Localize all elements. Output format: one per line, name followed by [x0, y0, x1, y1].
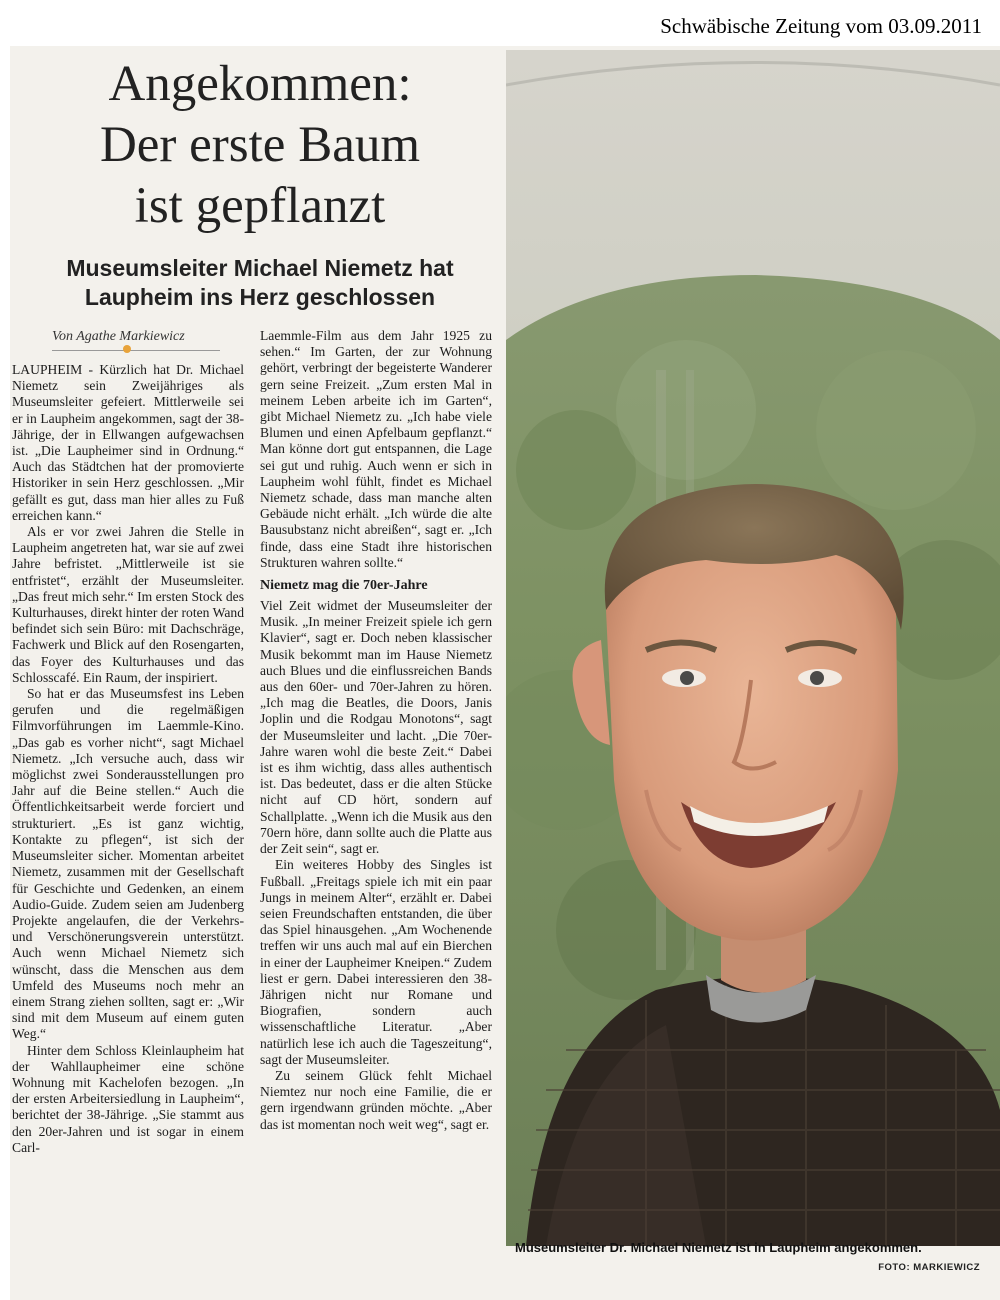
section-subheading: Niemetz mag die 70er-Jahre [260, 578, 428, 594]
portrait-illustration [506, 50, 1000, 1246]
paragraph: Laemmle-Film aus dem Jahr 1925 zu sehen.“ Im Garten, der zur Wohnung gehört, verbringt der begeisterte Wanderer gern seine Freizeit. „Zum ersten Mal in meinem Leben arbeite ich im Garten“, gibt Michael Niemetz zu. „Ich habe viele Blumen und einen Apfelbaum gepflanzt.“ Man könne dort gut entspannen, die Lage sei gut und ruhig. Auch wenn er sich in Laupheim wohl fühlt, findet es Michael Niemetz schade, dass man manche alten Gebäude nicht erhält. „Ich würde die alte Bausubstanz nicht abreißen“, sagt er. „Ich finde, dass eine Stadt ihre historischen Strukturen wahren sollte.“ [260, 328, 492, 570]
headline-line: Angekommen: [108, 56, 412, 112]
subheadline [10, 254, 510, 312]
paragraph: Hinter dem Schloss Kleinlaupheim hat der Wahllaupheimer eine schöne Wohnung mit Kachelofen bezogen. „In der ersten Arbeitersiedlung in Laupheim“, berichtet der 38-Jährige. „Sie stammt aus den 20er-Jahren und ist sogar in einem Carl- [12, 1042, 244, 1155]
byline-divider [52, 350, 220, 351]
paragraph: Als er vor zwei Jahren die Stelle in Laupheim angetreten hat, war sie auf zwei Jahre befristet. „Mittlerweile ist sie entfristet“, erzählt der Museumsleiter. „Das freut mich sehr.“ Im ersten Stock des Kulturhauses, direkt hinter der roten Wand befindet sich sein Büro: mit Dachschräge, Fachwerk und Blick auf den Rosengarten, das Foyer des Kulturhauses und das Schlosscafé. Ein Raum, der inspiriert. [12, 524, 244, 685]
headline [10, 54, 510, 237]
paragraph: Zu seinem Glück fehlt Michael Niemtez nur noch eine Familie, die er gern irgendwann gründen möchte. „Aber das ist momentan noch weit weg“, sagt er. [260, 1067, 492, 1132]
paragraph: Viel Zeit widmet der Museumsleiter der Musik. „In meiner Freizeit spiele ich gern Klavier“, sagt er. Doch neben klassischer Musik bekommt man im Hause Niemetz auch Blues und die einflussreichen Bands aus den 60er- und 70er-Jahren zu hören. „Ich mag die Beatles, die Doors, Janis Joplin und die Rodgau Monotons“, sagt der Museumsleiter und lacht. „Die 70er-Jahre waren wohl die beste Zeit.“ Dabei ist es ihm wichtig, dass alles authentisch ist. Das bedeutet, dass er die alten Stücke nicht auf CD hört, sondern auf Schallplatte. „Wenn ich die Musik aus den 70ern höre, dann sollte auch die Platte aus der Zeit sein“, sagt er. [260, 598, 492, 857]
source-label: Schwäbische Zeitung vom 03.09.2011 [660, 14, 982, 38]
paragraph: LAUPHEIM - Kürzlich hat Dr. Michael Niemetz sein Zweijähriges als Museumsleiter gefeiert. Mittlerweile sei er in Laupheim angekommen, sagt der 38-Jährige, der in Ellwangen aufgewachsen ist. „Die Laupheimer sind in Ordnung.“ Auch das Städtchen hat der promovierte Historiker in sein Herz geschlossen. „Mir gefällt es gut, dass man hier alles zu Fuß erreichen kann.“ [12, 362, 244, 523]
headline-line: Der erste Baum [99, 117, 421, 173]
newspaper-clipping [10, 46, 1000, 1300]
article-column-1 [12, 362, 244, 1156]
paragraph: So hat er das Museumsfest ins Leben gerufen und die regelmäßigen Filmvorführungen im Laemmle-Kino. „Das gab es vorher nicht“, sagt Michael Niemetz. „Ich versuche auch, dass wir möglichst zwei Sonderausstellungen pro Jahr auf die Beine stellen.“ Auch die Öffentlichkeitsarbeit werde forciert und strukturiert. „Es ist ganz wichtig, Kontakte zu pflegen“, ist sich der Museumsleiter sicher. Momentan arbeitet Niemetz, zusammen mit der Gesellschaft für Geschichte und Gedenken, an einem Audio-Guide. Zudem seien am Judenberg Projekte angelaufen, die der Verkehrs- und Verschönerungsverein unterstützt. Auch wenn Michael Niemetz sich wünscht, dass die Menschen aus dem Umfeld des Museums noch mehr an einem Strang ziehen sollten, sagt er: „Wir sind mit dem Museum auf einem guten Weg.“ [12, 686, 244, 1042]
byline: Von Agathe Markiewicz [52, 329, 185, 344]
portrait-photo [506, 50, 1000, 1246]
headline-line: ist gepflanzt [134, 178, 386, 234]
subheadline-line: Museumsleiter Michael Niemetz hat [66, 255, 454, 281]
photo-caption: Museumsleiter Dr. Michael Niemetz ist in Laupheim angekommen. [515, 1240, 922, 1255]
photo-credit: FOTO: MARKIEWICZ [878, 1262, 980, 1273]
subheadline-line: Laupheim ins Herz geschlossen [84, 284, 436, 310]
byline-ornament [123, 345, 131, 353]
article-column-2 [260, 328, 492, 1133]
paragraph: Ein weiteres Hobby des Singles ist Fußball. „Freitags spiele ich mit ein paar Jungs in meinem Alter“, erzählt er. Dabei seien Freundschaften entstanden, die über das Spiel hinausgehen. „Am Wochenende treffen wir uns auch mal auf ein Bierchen in einer der Laupheimer Kneipen.“ Zudem liest er gern. Dabei interessieren den 38-Jährigen nicht nur Romane und Biografien, sondern auch wissenschaftliche Literatur. „Aber natürlich lese ich auch die Tageszeitung“, sagt der Museumsleiter. [260, 857, 492, 1067]
